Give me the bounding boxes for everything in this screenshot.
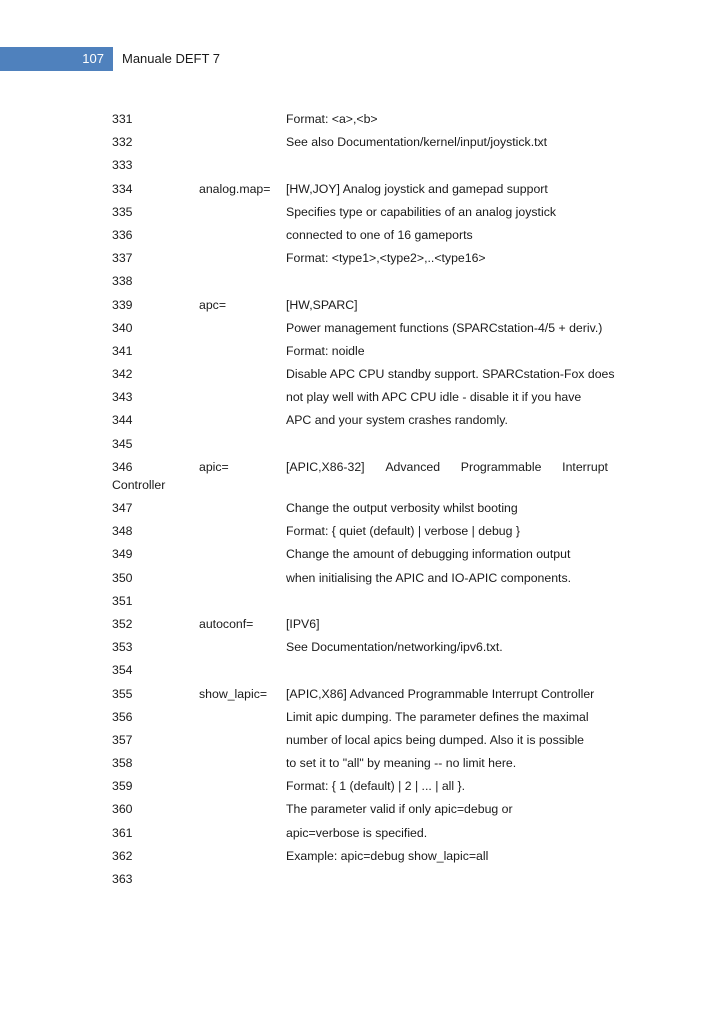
line-number: 361 [112,825,133,840]
line-number: 351 [112,593,133,608]
line-number: 350 [112,570,133,585]
line-text: Format: <a>,<b> [286,112,378,126]
text-line [112,683,612,706]
line-text: Format: <type1>,<type2>,..<type16> [286,251,486,266]
text-line [112,154,612,177]
line-number: 343 [112,390,133,405]
text-line [112,363,615,386]
text-line [112,845,612,868]
option-name: apc= [199,297,227,312]
document-body [112,108,615,891]
text-line [112,178,612,201]
text-line [112,659,612,682]
option-name: apic= [199,459,229,474]
line-number: 353 [112,640,133,655]
line-text: Change the output verbosity whilst booting [286,501,518,515]
page-number: 107 [0,47,113,71]
text-line [112,775,612,798]
line-number: 345 [112,436,133,451]
text-line [112,340,612,363]
text-line [112,201,612,224]
line-number: 356 [112,709,133,724]
line-text: [HW,JOY] Analog joystick and gamepad support [286,181,548,196]
line-text: APC and your system crashes randomly. [286,413,508,428]
line-number: 333 [112,158,133,173]
line-text: number of local apics being dumped. Also it is possible [286,732,585,747]
page-header [0,47,728,71]
text-block-1 [112,108,615,456]
text-line [112,590,612,613]
text-line [112,108,612,131]
line-number: 360 [112,802,133,817]
line-text: Power management functions (SPARCstation-4/5 + deriv.) [286,320,603,335]
line-number: 344 [112,413,133,428]
text-line [112,270,612,293]
line-number: 332 [112,135,133,150]
line-number: 359 [112,779,133,794]
line-number: 355 [112,686,133,701]
text-line [112,294,612,317]
line-text: Change the amount of debugging information output [286,547,571,562]
line-text: See also Documentation/kernel/input/joystick.txt [286,135,548,150]
line-text: to set it to "all" by meaning -- no limit here. [286,756,517,771]
option-name: show_lapic= [199,686,268,701]
line-number: 363 [112,872,133,886]
line-number: 349 [112,547,133,562]
line-wrap-text: Controller [112,477,166,492]
line-text: Limit apic dumping. The parameter defines the maximal [286,709,589,724]
line-text: [HW,SPARC] [286,297,358,312]
line-text: Disable APC CPU standby support. SPARCstation-Fox does [286,367,615,382]
text-line [112,317,612,340]
text-line [112,386,612,409]
text-line [112,497,612,520]
line-number: 331 [112,112,133,126]
text-block-2 [112,497,612,891]
line-word: [APIC,X86-32] [286,459,365,474]
line-number: 336 [112,227,133,242]
line-text: The parameter valid if only apic=debug or [286,802,513,817]
line-number: 348 [112,524,133,539]
line-text: not play well with APC CPU idle - disable it if you have [286,390,582,405]
line-number: 337 [112,251,133,266]
document-title: Manuale DEFT 7 [122,51,221,66]
line-number: 352 [112,616,133,631]
text-line [112,613,612,636]
text-line [112,567,612,590]
line-number: 354 [112,663,133,678]
text-line [112,456,612,497]
text-line [112,247,612,270]
line-number: 340 [112,320,133,335]
line-text: See Documentation/networking/ipv6.txt. [286,640,503,655]
line-number: 339 [112,297,133,312]
option-name: analog.map= [199,181,271,196]
line-text: when initialising the APIC and IO-APIC components. [286,570,572,585]
line-text: Format: { 1 (default) | 2 | ... | all }. [286,779,466,794]
line-text: Example: apic=debug show_lapic=all [286,848,489,863]
line-text: [IPV6] [286,616,320,631]
option-name: autoconf= [199,616,254,631]
text-line [112,433,612,456]
line-text: Format: noidle [286,343,365,358]
line-word: Interrupt [562,459,608,474]
line-text: Specifies type or capabilities of an analog joystick [286,204,556,219]
text-line [112,822,612,845]
text-line [112,131,612,154]
line-number: 334 [112,181,133,196]
text-line [112,520,612,543]
line-number: 358 [112,756,133,771]
line-number: 347 [112,501,133,515]
text-line [112,798,612,821]
text-line [112,729,612,752]
line-number: 346 [112,459,133,474]
text-line [112,224,612,247]
line-text [286,456,608,479]
line-text: Format: { quiet (default) | verbose | debug } [286,524,521,539]
line-text: apic=verbose is specified. [286,825,428,840]
line-number: 341 [112,343,133,358]
line-text: [APIC,X86] Advanced Programmable Interrupt Controller [286,686,595,701]
line-text: connected to one of 16 gameports [286,227,473,242]
text-line [112,636,612,659]
line-number: 357 [112,732,133,747]
text-line [112,409,612,432]
line-number: 335 [112,204,133,219]
text-line [112,706,612,729]
text-line [112,543,612,566]
line-number: 338 [112,274,133,289]
line-word: Programmable [460,459,542,474]
line-number: 342 [112,367,133,382]
line-number: 362 [112,848,133,863]
text-line [112,752,612,775]
text-line [112,868,612,891]
line-word: Advanced [385,459,441,474]
